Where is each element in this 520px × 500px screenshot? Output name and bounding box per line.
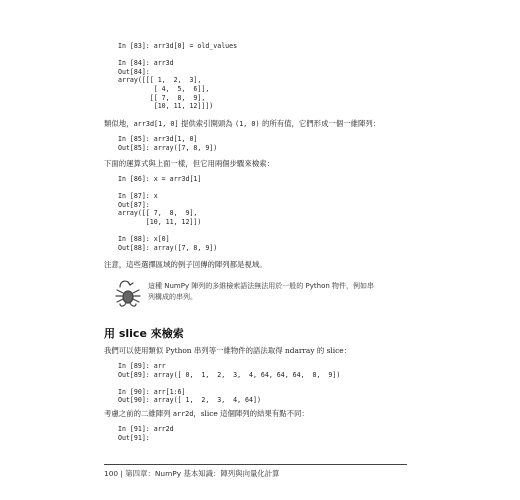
paragraph-2: 下面的運算式與上面一樣，但它用兩個步驟來檢索： [104, 159, 274, 168]
paragraph-4: 我們可以使用類似 Python 串列等一維物件的語法取得 ndarray 的 slice： [104, 346, 352, 355]
code-block-4: In [89]: arr Out[89]: array([ 0, 1, 2, 3, 4, 64, 64, 64, 8, 9]) In [90]: arr[1:6] Out[90]: array([ 1, 2, 3, 4, 64]) [118, 362, 341, 405]
section-heading: 用 slice 來檢索 [104, 327, 184, 340]
paragraph-5 [104, 409, 309, 419]
paragraph-1-text-c: 的所有值，它們形成一個一維陣列： [259, 119, 381, 128]
note-box [148, 281, 388, 303]
code-block-1: In [83]: arr3d[0] = old_values In [84]: arr3d Out[84]: array([[[ 1, 2, 3], [ 4, 5, 6]], [[ 7, 8, 9], [10, 11, 12]]]) [118, 42, 238, 111]
footer-divider [104, 464, 407, 465]
note-line-2: 列構成的串列。 [148, 293, 197, 301]
code-block-2: In [85]: arr3d[1, 0] Out[85]: array([7, 8, 9]) [118, 135, 218, 152]
paragraph-3: 注意，這些選擇區域的例子回傳的陣列都是視域。 [104, 260, 267, 269]
paragraph-1-code-a: arr3d[1, 0] [133, 120, 179, 128]
code-block-3: In [86]: x = arr3d[1] In [87]: x Out[87]: array([[ 7, 8, 9], [10, 11, 12]]) In [88]: x[0] Out[88]: array([7, 8, 9]) [118, 175, 218, 252]
scorpion-icon [114, 277, 142, 311]
paragraph-5-code: arr2d [172, 410, 194, 418]
page-footer: 100 | 第四章：NumPy 基本知識：陣列與向量化計算 [104, 469, 280, 478]
paragraph-1 [104, 119, 380, 129]
paragraph-1-code-b: (1, 0) [235, 120, 260, 128]
code-block-5: In [91]: arr2d Out[91]: [118, 425, 174, 442]
paragraph-1-text-b: 提供索引開頭為 [178, 119, 236, 128]
paragraph-1-text-a: 類似地， [104, 119, 134, 128]
paragraph-5-text-a: 考慮之前的二維陣列 [104, 409, 173, 418]
note-line-1: 這種 NumPy 陣列的多維檢索語法無法用於一般的 Python 物件，例如串 [148, 282, 375, 290]
paragraph-5-text-b: ，slice 這個陣列的結果有點不同： [193, 409, 309, 418]
